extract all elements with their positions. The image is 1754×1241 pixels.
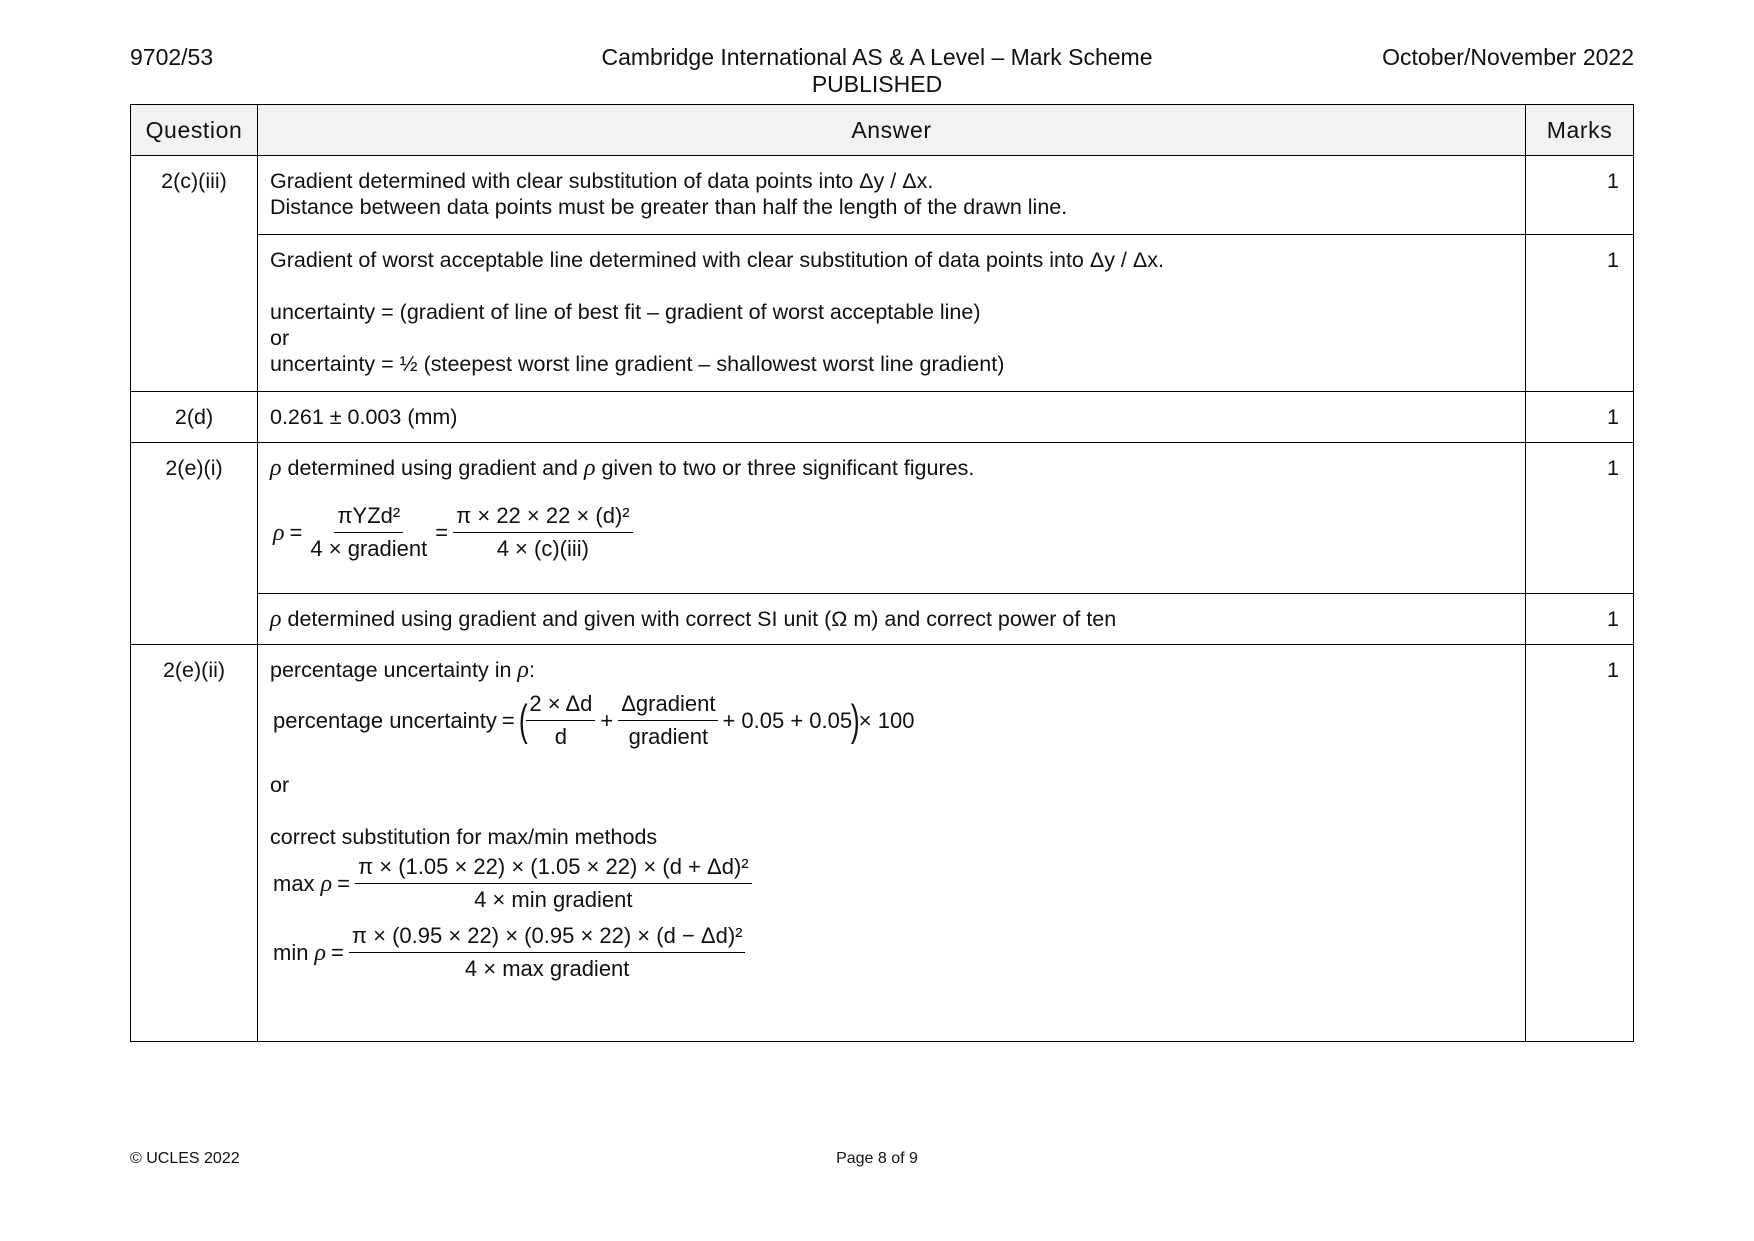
- answer-line: Gradient of worst acceptable line determined with clear substitution of data points into Δy / Δx.: [270, 248, 1164, 272]
- percentage-uncertainty-equation: percentage uncertainty = ( $\frac{2 \times \Delta d}{d}$ + $\frac{\text{Δgradient}}{\text{gradient}}$ + 0.05 + 0.05 ) × 100: [273, 691, 915, 749]
- fraction: $\frac{\text{π × 22 × 22 × (d)²}}{\text{4 × (c)(iii)}}$: [453, 503, 633, 562]
- max-rho-equation: max ρ = $\frac{\text{π × (1.05 × 22) × (1.05 × 22) × (d + Δd)²}}{\text{4 × min gradient}}$: [273, 854, 1513, 913]
- rho-symbol: ρ: [270, 606, 282, 632]
- min-rho-equation: min ρ = $\frac{\text{π × (0.95 × 22) × (0.95 × 22) × (d − Δd)²}}{\text{4 × max gradient}}$: [273, 923, 1513, 982]
- answer-cell: [258, 645, 1526, 1042]
- table-row: [131, 156, 1634, 235]
- fraction: $\frac{2 \times \Delta d}{d}$: [526, 691, 595, 750]
- answer-cell: [258, 443, 1526, 594]
- answer-cell: [258, 235, 1526, 392]
- answer-cell: [258, 392, 1526, 443]
- table-row: [131, 235, 1634, 392]
- fraction: $\frac{\text{Δgradient}}{\text{gradient}}$: [618, 691, 718, 750]
- answer-line: 0.261 ± 0.003 (mm): [270, 405, 458, 429]
- marks-cell: 1: [1526, 235, 1634, 392]
- table-row: [131, 392, 1634, 443]
- header-marks: Marks: [1526, 105, 1634, 156]
- question-number: 2(d): [131, 392, 258, 443]
- exam-session: October/November 2022: [1382, 44, 1634, 70]
- table-header-row: [131, 105, 1634, 156]
- header-question: Question: [131, 105, 258, 156]
- question-number: 2(e)(ii): [131, 645, 258, 1042]
- table-row: [131, 594, 1634, 645]
- published-label: PUBLISHED: [811, 71, 943, 97]
- answer-cell: [258, 594, 1526, 645]
- marks-cell: 1: [1526, 443, 1634, 594]
- answer-line: Distance between data points must be greater than half the length of the drawn line.: [270, 195, 1068, 219]
- copyright-notice: © UCLES 2022: [130, 1150, 240, 1167]
- rho-symbol: ρ: [270, 455, 282, 481]
- answer-line: uncertainty = (gradient of line of best fit – gradient of worst acceptable line): [270, 300, 981, 324]
- mark-scheme-table: [130, 104, 1634, 1042]
- fraction: $\frac{\text{π × (1.05 × 22) × (1.05 × 22) × (d + Δd)²}}{\text{4 × min gradient}}$: [355, 854, 752, 913]
- marks-cell: 1: [1526, 594, 1634, 645]
- answer-line: Gradient determined with clear substitution of data points into Δy / Δx.: [270, 169, 934, 193]
- rho-symbol: ρ: [583, 455, 596, 481]
- fraction: $\frac{\text{πYZd²}}{\text{4 × gradient}}$: [310, 503, 428, 561]
- answer-line: ρ determined using gradient and ρ given to two or three significant figures.: [270, 455, 975, 481]
- answer-line: percentage uncertainty in ρ:: [270, 657, 535, 683]
- answer-line: ρ determined using gradient and given with correct SI unit (Ω m) and correct power of ten: [270, 606, 1117, 632]
- paper-code: 9702/53: [130, 44, 214, 70]
- marks-cell: 1: [1526, 645, 1634, 1042]
- answer-line: correct substitution for max/min methods: [270, 825, 658, 849]
- fraction: $\frac{\text{π × (0.95 × 22) × (0.95 × 22) × (d − Δd)²}}{\text{4 × max gradient}}$: [349, 923, 746, 982]
- table-row: [131, 443, 1634, 594]
- page-number: Page 8 of 9: [836, 1150, 918, 1167]
- answer-line: or: [270, 773, 290, 797]
- title-line: Cambridge International AS & A Level – Mark Scheme: [601, 44, 1153, 70]
- question-number: 2(c)(iii): [131, 156, 258, 392]
- answer-cell: [258, 156, 1526, 235]
- answer-line: or: [270, 326, 290, 350]
- header-answer: Answer: [258, 105, 1526, 156]
- resistivity-equation: ρ = $\frac{\text{πYZd²}}{\text{4 × gradient}}$ = $\frac{\text{π × 22 × 22 × (d)²}}{\text{4 × (c)(iii)}}$: [273, 503, 1513, 562]
- answer-line: uncertainty = ½ (steepest worst line gradient – shallowest worst line gradient): [270, 352, 1005, 376]
- table-row: [131, 645, 1634, 1042]
- marks-cell: 1: [1526, 392, 1634, 443]
- marks-cell: 1: [1526, 156, 1634, 235]
- question-number: 2(e)(i): [131, 443, 258, 645]
